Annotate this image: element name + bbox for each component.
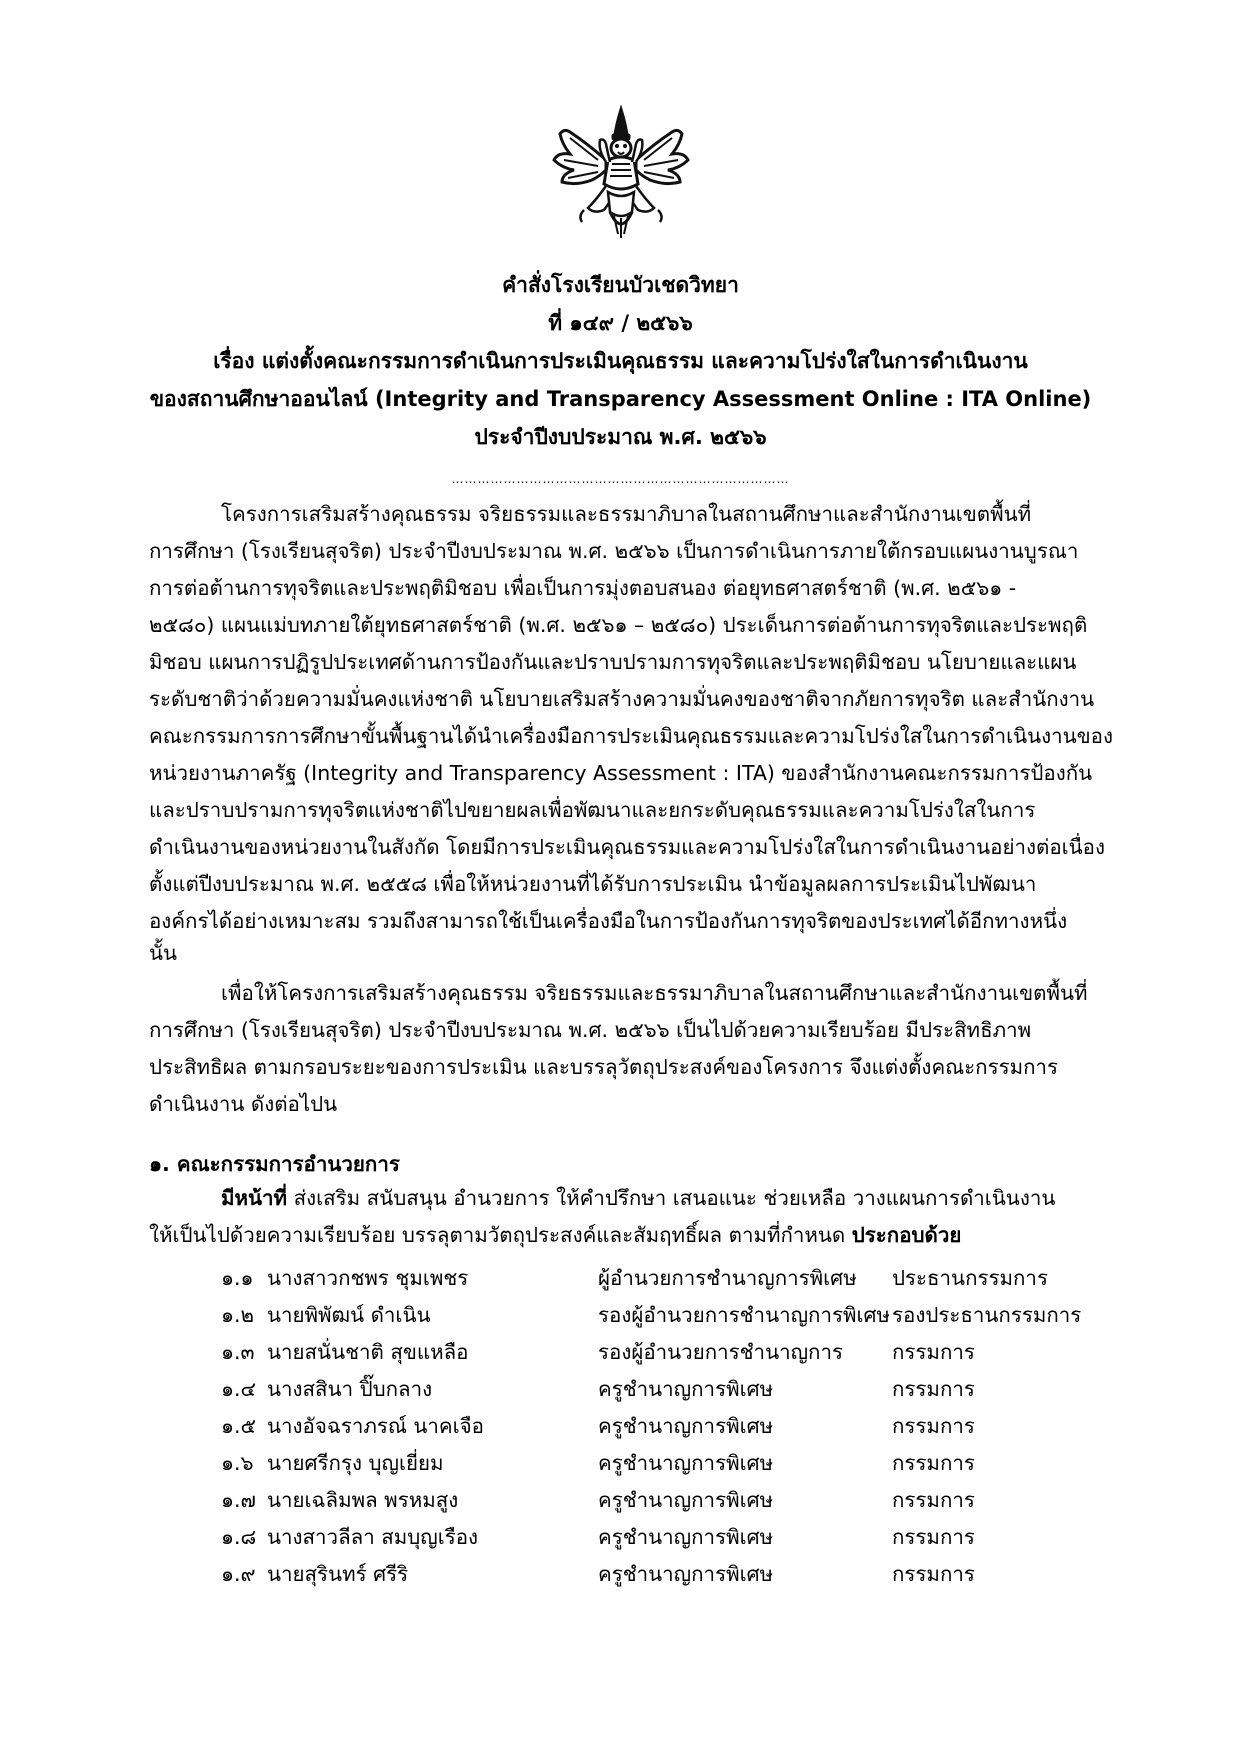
member-name: นางอัจฉราภรณ์ นาคเจือ (267, 1414, 484, 1438)
paragraph-line: ดำเนินงานของหน่วยงานในสังกัด โดยมีการประเมินคุณธรรมและความโปร่งใสในการดำเนินงานอย่างต่อเนื่อง (149, 835, 1105, 859)
member-role: กรรมการ (892, 1414, 975, 1438)
section-1-duty (149, 1180, 1099, 1254)
member-name: นายพิพัฒน์ ดำเนิน (267, 1303, 431, 1327)
member-number: ๑.๖ (221, 1451, 254, 1475)
paragraph-line: เพื่อให้โครงการเสริมสร้างคุณธรรม จริยธรรมและธรรมาภิบาลในสถานศึกษาและสำนักงานเขตพื้นที่ (221, 981, 1088, 1005)
member-number: ๑.๕ (221, 1414, 257, 1438)
paragraph-line: ดำเนินงาน ดังต่อไปน (149, 1092, 338, 1116)
member-list (221, 1260, 1121, 1593)
member-number: ๑.๒ (221, 1303, 255, 1327)
member-row (221, 1556, 1121, 1593)
member-number: ๑.๘ (221, 1525, 257, 1549)
member-number: ๑.๓ (221, 1340, 255, 1364)
member-position: ครูชำนาญการพิเศษ (598, 1562, 774, 1586)
garuda-emblem-icon (548, 104, 694, 244)
member-role: รองประธานกรรมการ (892, 1303, 1082, 1327)
order-title: คำสั่งโรงเรียนบัวเชดวิทยา (502, 273, 739, 297)
paragraph-line: การศึกษา (โรงเรียนสุจริต) ประจำปีงบประมาณ พ.ศ. ๒๕๖๖ เป็นไปด้วยความเรียบร้อย มีประสิทธิภาพ (149, 1018, 1032, 1042)
member-name: นายสุรินทร์ ศรีริ (267, 1562, 409, 1586)
subject-line-2: ของสถานศึกษาออนไลน์ (Integrity and Transparency Assessment Online : ITA Online) (149, 387, 1092, 411)
member-role: กรรมการ (892, 1451, 975, 1475)
member-position: ครูชำนาญการพิเศษ (598, 1451, 774, 1475)
separator-dots: …………………………………………………………………… (451, 472, 790, 486)
section-1-title: ๑. คณะกรรมการอำนวยการ (149, 1152, 400, 1176)
member-position: ผู้อำนวยการชำนาญการพิเศษ (598, 1266, 857, 1290)
paragraph-line: องค์กรได้อย่างเหมาะสม รวมถึงสามารถใช้เป็นเครื่องมือในการป้องกันการทุจริตของประเทศได้อีกทางหนึ่ง (149, 909, 1068, 933)
member-role: กรรมการ (892, 1377, 975, 1401)
duty-text-1: ส่งเสริม สนับสนุน อำนวยการ ให้คำปรึกษา เสนอแนะ ช่วยเหลือ วางแผนการดำเนินงาน (287, 1186, 1056, 1210)
member-row (221, 1260, 1121, 1297)
paragraph-2 (149, 975, 1099, 1123)
paragraph-line: มิชอบ แผนการปฏิรูปประเทศด้านการป้องกันและปราบปรามการทุจริตและประพฤติมิชอบ นโยบายและแผน (149, 650, 1077, 674)
duty-text-2: ให้เป็นไปด้วยความเรียบร้อย บรรลุตามวัตถุประสงค์และสัมฤทธิ์ผล ตามที่กำหนด (149, 1223, 852, 1247)
member-name: นายเฉลิมพล พรหมสูง (267, 1488, 459, 1512)
member-name: นางสสินา ปิ๊บกลาง (267, 1377, 433, 1401)
paragraph-line: การต่อต้านการทุจริตและประพฤติมิชอบ เพื่อเป็นการมุ่งตอบสนอง ต่อยุทธศาสตร์ชาติ (พ.ศ. ๒๕๖๑ - (149, 576, 1017, 600)
paragraph-line: ประสิทธิผล ตามกรอบระยะของการประเมิน และบรรลุวัตถุประสงค์ของโครงการ จึงแต่งตั้งคณะกรรมการ (149, 1055, 1059, 1079)
member-name: นายสนั่นชาติ สุขแหลือ (267, 1340, 469, 1364)
member-number: ๑.๗ (221, 1488, 256, 1512)
paragraph-line: โครงการเสริมสร้างคุณธรรม จริยธรรมและธรรมาภิบาลในสถานศึกษาและสำนักงานเขตพื้นที่ (221, 502, 1032, 526)
member-name: นางสาวลีลา สมบุญเรือง (267, 1525, 479, 1549)
paragraph-1 (149, 496, 1113, 966)
member-number: ๑.๑ (221, 1266, 254, 1290)
order-number: ที่ ๑๔๙ / ๒๕๖๖ (548, 311, 693, 335)
member-role: ประธานกรรมการ (892, 1266, 1048, 1290)
paragraph-line: ๒๕๘๐) แผนแม่บทภายใต้ยุทธศาสตร์ชาติ (พ.ศ. ๒๕๖๑ – ๒๕๘๐) ประเด็นการต่อต้านการทุจริตและประพฤติ (149, 613, 1088, 637)
paragraph-line: และปราบปรามการทุจริตแห่งชาติไปขยายผลเพื่อพัฒนาและยกระดับคุณธรรมและความโปร่งใสในการ (149, 798, 1036, 822)
member-position: รองผู้อำนวยการชำนาญการ (598, 1340, 843, 1364)
member-row (221, 1482, 1121, 1519)
member-position: รองผู้อำนวยการชำนาญการพิเศษ (598, 1303, 891, 1327)
member-number: ๑.๔ (221, 1377, 257, 1401)
member-name: นายศรีกรุง บุญเยี่ยม (267, 1451, 444, 1475)
member-role: กรรมการ (892, 1488, 975, 1512)
composed-of-label: ประกอบด้วย (851, 1223, 962, 1247)
member-position: ครูชำนาญการพิเศษ (598, 1414, 774, 1438)
subject-line-1: เรื่อง แต่งตั้งคณะกรรมการดำเนินการประเมินคุณธรรม และความโปร่งใสในการดำเนินงาน (213, 349, 1028, 373)
member-row (221, 1519, 1121, 1556)
member-row (221, 1445, 1121, 1482)
member-row (221, 1334, 1121, 1371)
paragraph-line: นั้น (149, 941, 178, 965)
paragraph-line: ตั้งแต่ปีงบประมาณ พ.ศ. ๒๕๕๘ เพื่อให้หน่วยงานที่ได้รับการประเมิน นำข้อมูลผลการประเมินไปพัฒนา (149, 872, 1037, 896)
member-row (221, 1408, 1121, 1445)
member-position: ครูชำนาญการพิเศษ (598, 1525, 774, 1549)
paragraph-line: ระดับชาติว่าด้วยความมั่นคงแห่งชาติ นโยบายเสริมสร้างความมั่นคงของชาติจากภัยการทุจริต และสำนักงาน (149, 687, 1095, 711)
member-row (221, 1297, 1121, 1334)
member-role: กรรมการ (892, 1525, 975, 1549)
member-role: กรรมการ (892, 1340, 975, 1364)
duty-line-2 (149, 1217, 1099, 1254)
paragraph-line: คณะกรรมการการศึกษาขั้นพื้นฐานได้นำเครื่องมือการประเมินคุณธรรมและความโปร่งใสในการดำเนินงานของ (149, 724, 1113, 748)
member-number: ๑.๙ (221, 1562, 256, 1586)
fiscal-year: ประจำปีงบประมาณ พ.ศ. ๒๕๖๖ (474, 425, 767, 449)
member-position: ครูชำนาญการพิเศษ (598, 1377, 774, 1401)
member-name: นางสาวกชพร ชุมเพชร (267, 1266, 469, 1290)
member-row (221, 1371, 1121, 1408)
paragraph-line: การศึกษา (โรงเรียนสุจริต) ประจำปีงบประมาณ พ.ศ. ๒๕๖๖ เป็นการดำเนินการภายใต้กรอบแผนงานบูรณา (149, 539, 1079, 563)
member-role: กรรมการ (892, 1562, 975, 1586)
duty-label: มีหน้าที่ (221, 1186, 288, 1210)
member-position: ครูชำนาญการพิเศษ (598, 1488, 774, 1512)
paragraph-line: หน่วยงานภาครัฐ (Integrity and Transparency Assessment : ITA) ของสำนักงานคณะกรรมการป้องกัน (149, 761, 1093, 785)
duty-line-1 (149, 1180, 1099, 1217)
